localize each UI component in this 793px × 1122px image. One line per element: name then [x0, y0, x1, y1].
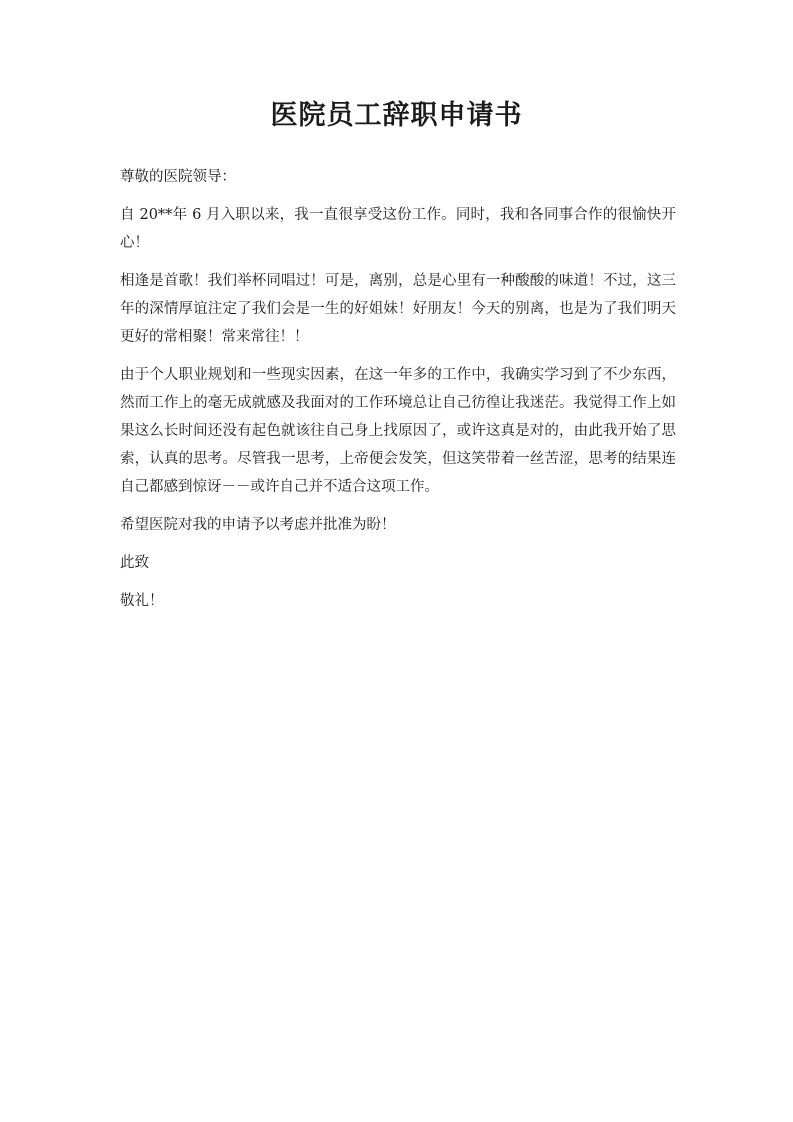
document-title: 医院员工辞职申请书: [270, 100, 523, 131]
closing-line-1: 此致: [120, 555, 149, 571]
paragraph-farewell: 相逢是首歌！我们举杯同唱过！可是，离别，总是心里有一种酸酸的味道！不过，这三年的深情厚谊注定了我们会是一生的好姐妹！好朋友！今天的别离，也是为了我们明天更好的常相聚！常来常往！！: [120, 273, 676, 345]
document-body: [120, 163, 676, 625]
paragraph-reasons: 由于个人职业规划和一些现实因素，在这一年多的工作中，我确实学习到了不少东西，然而工作上的毫无成就感及我面对的工作环境总让自己彷徨让我迷茫。我觉得工作上如果这么长时间还没有起色就该往自己身上找原因了，或许这真是对的，由此我开始了思索，认真的思考。尽管我一思考，上帝便会发笑，但这笑带着一丝苦涩，思考的结果连自己都感到惊讶－－或许自己并不适合这项工作。: [120, 367, 676, 495]
closing-line-2: 敬礼！: [120, 593, 164, 609]
paragraph-start-date: 自 20**年 6 月入职以来，我一直很享受这份工作。同时，我和各同事合作的很愉快开心！: [120, 207, 676, 251]
paragraph-request: 希望医院对我的申请予以考虑并批准为盼！: [120, 517, 396, 533]
salutation: 尊敬的医院领导：: [120, 169, 236, 185]
